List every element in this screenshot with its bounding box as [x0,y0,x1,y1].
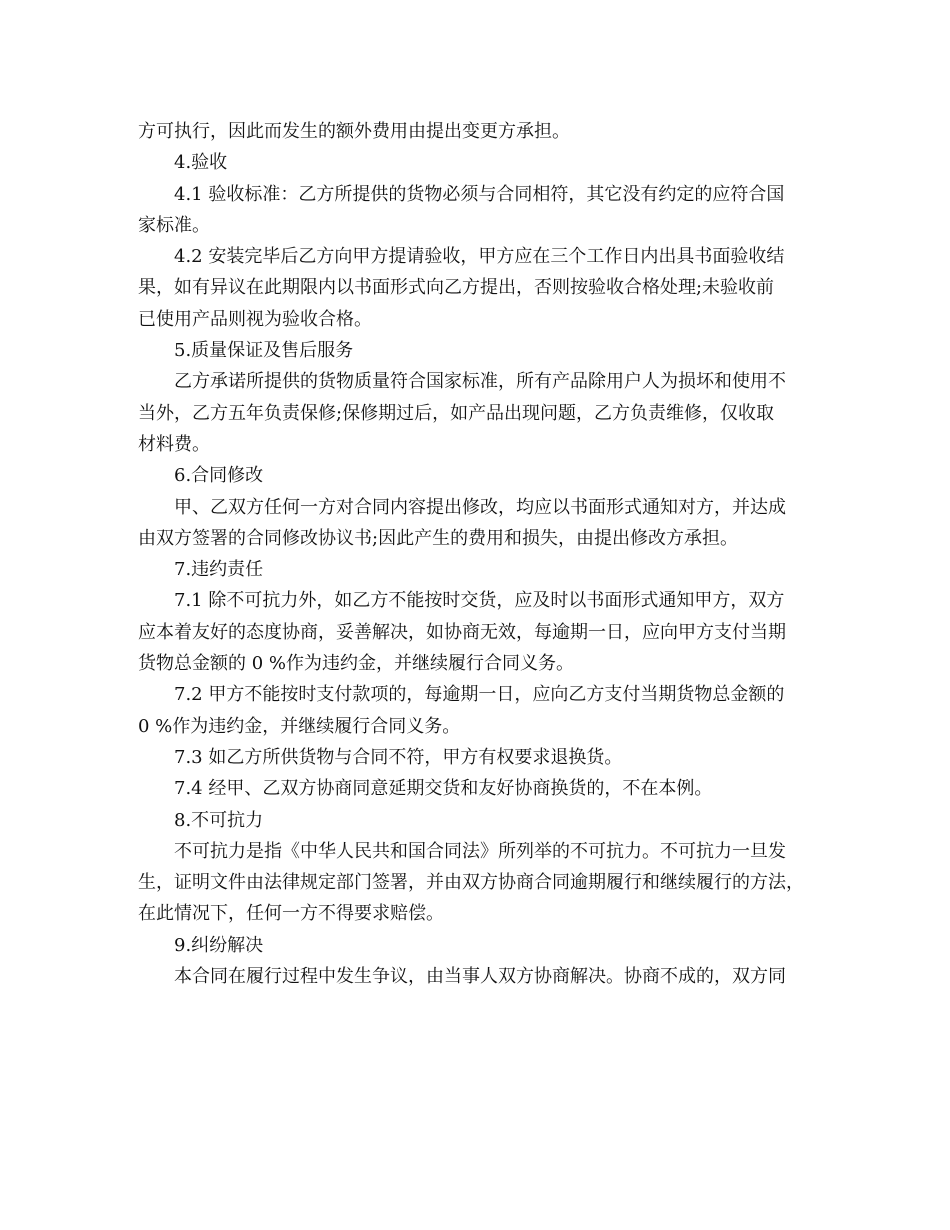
paragraph-line: 4.1 验收标准：乙方所提供的货物必须与合同相符，其它没有约定的应符合国 [174,183,785,205]
paragraph-line: 已使用产品则视为验收合格。 [138,308,372,330]
contract-body-text [138,116,818,992]
paragraph-line: 7.2 甲方不能按时支付款项的，每逾期一日，应向乙方支付当期货物总金额的 [174,684,785,706]
paragraph-line: 0 %作为违约金，并继续履行合同义务。 [138,715,461,737]
paragraph-line: 生，证明文件由法律规定部门签署，并由双方协商合同逾期履行和继续履行的方法， [138,872,804,894]
section-heading: 4.验收 [174,152,228,174]
paragraph-line: 乙方承诺所提供的货物质量符合国家标准，所有产品除用户人为损坏和使用不 [174,371,786,393]
section-heading: 7.违约责任 [174,559,264,581]
paragraph-line: 本合同在履行过程中发生争议，由当事人双方协商解决。协商不成的，双方同 [174,966,786,988]
paragraph-line: 家标准。 [138,214,210,236]
paragraph-line: 方可执行，因此而发生的额外费用由提出变更方承担。 [138,121,570,142]
paragraph-line: 当外，乙方五年负责保修;保修期过后，如产品出现问题，乙方负责维修，仅收取 [138,402,775,424]
section-heading: 6.合同修改 [174,465,264,487]
section-heading: 9.纠纷解决 [174,934,264,956]
paragraph-line: 果，如有异议在此期限内以书面形式向乙方提出，否则按验收合格处理;未验收前 [138,277,775,299]
section-heading: 5.质量保证及售后服务 [174,340,354,362]
paragraph-line: 不可抗力是指《中华人民共和国合同法》所列举的不可抗力。不可抗力一旦发 [174,840,786,862]
paragraph-line: 7.1 除不可抗力外，如乙方不能按时交货，应及时以书面形式通知甲方，双方 [174,590,785,612]
paragraph-line: 4.2 安装完毕后乙方向甲方提请验收，甲方应在三个工作日内出具书面验收结 [174,246,785,268]
paragraph-line: 材料费。 [138,433,210,455]
paragraph-line: 7.4 经甲、乙双方协商同意延期交货和友好协商换货的，不在本例。 [174,778,713,800]
paragraph-line: 由双方签署的合同修改协议书;因此产生的费用和损失，由提出修改方承担。 [138,527,739,549]
paragraph-line: 7.3 如乙方所供货物与合同不符，甲方有权要求退换货。 [174,746,623,768]
paragraph-line: 货物总金额的 0 %作为违约金，并继续履行合同义务。 [138,653,574,675]
paragraph-line: 在此情况下，任何一方不得要求赔偿。 [138,903,444,925]
paragraph-line: 甲、乙双方任何一方对合同内容提出修改，均应以书面形式通知对方，并达成 [174,496,786,518]
paragraph-line: 应本着友好的态度协商，妥善解决，如协商无效，每逾期一日，应向甲方支付当期 [138,621,786,643]
section-heading: 8.不可抗力 [174,809,264,831]
